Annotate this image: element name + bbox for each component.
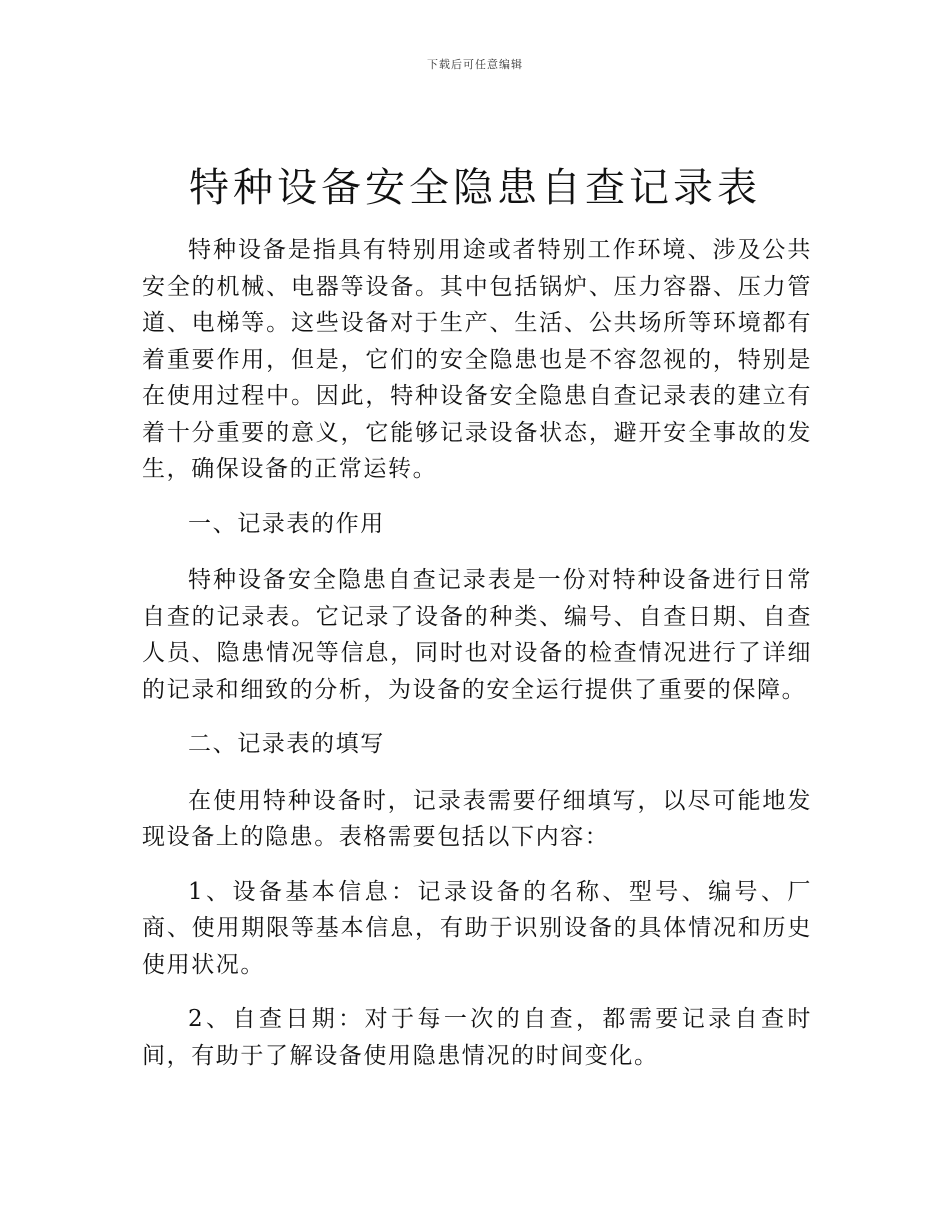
section-heading-filling: 二、记录表的填写 — [188, 731, 385, 757]
header-note: 下载后可任意编辑 — [427, 58, 523, 71]
section-heading-purpose: 一、记录表的作用 — [188, 510, 385, 537]
filling-paragraph: 在使用特种设备时，记录表需要仔细填写，以尽可能地发现设备上的隐患。表格需要包括以下内容： — [142, 787, 812, 850]
intro-paragraph: 特种设备是指具有特别用途或者特别工作环境、涉及公共安全的机械、电器等设备。其中包括锅炉、压力容器、压力管道、电梯等。这些设备对于生产、生活、公共场所等环境都有着重要作用，但是，它们的安全隐患也是不容忽视的，特别是在使用过程中。因此，特种设备安全隐患自查记录表的建立有着十分重要的意义，它能够记录设备状态，避开安全事故的发生，确保设备的正常运转。 — [142, 237, 812, 482]
list-item-check-date: 2、自查日期：对于每一次的自查，都需要记录自查时间，有助于了解设备使用隐患情况的时间变化。 — [142, 1006, 812, 1069]
document-title: 特种设备安全隐患自查记录表 — [189, 165, 761, 211]
purpose-paragraph: 特种设备安全隐患自查记录表是一份对特种设备进行日常自查的记录表。它记录了设备的种类、编号、自查日期、自查人员、隐患情况等信息，同时也对设备的检查情况进行了详细的记录和细致的分析，为设备的安全运行提供了重要的保障。 — [142, 567, 812, 703]
list-item-basic-info: 1、设备基本信息：记录设备的名称、型号、编号、厂商、使用期限等基本信息，有助于识别设备的具体情况和历史使用状况。 — [142, 878, 812, 978]
document-body — [142, 232, 812, 1092]
